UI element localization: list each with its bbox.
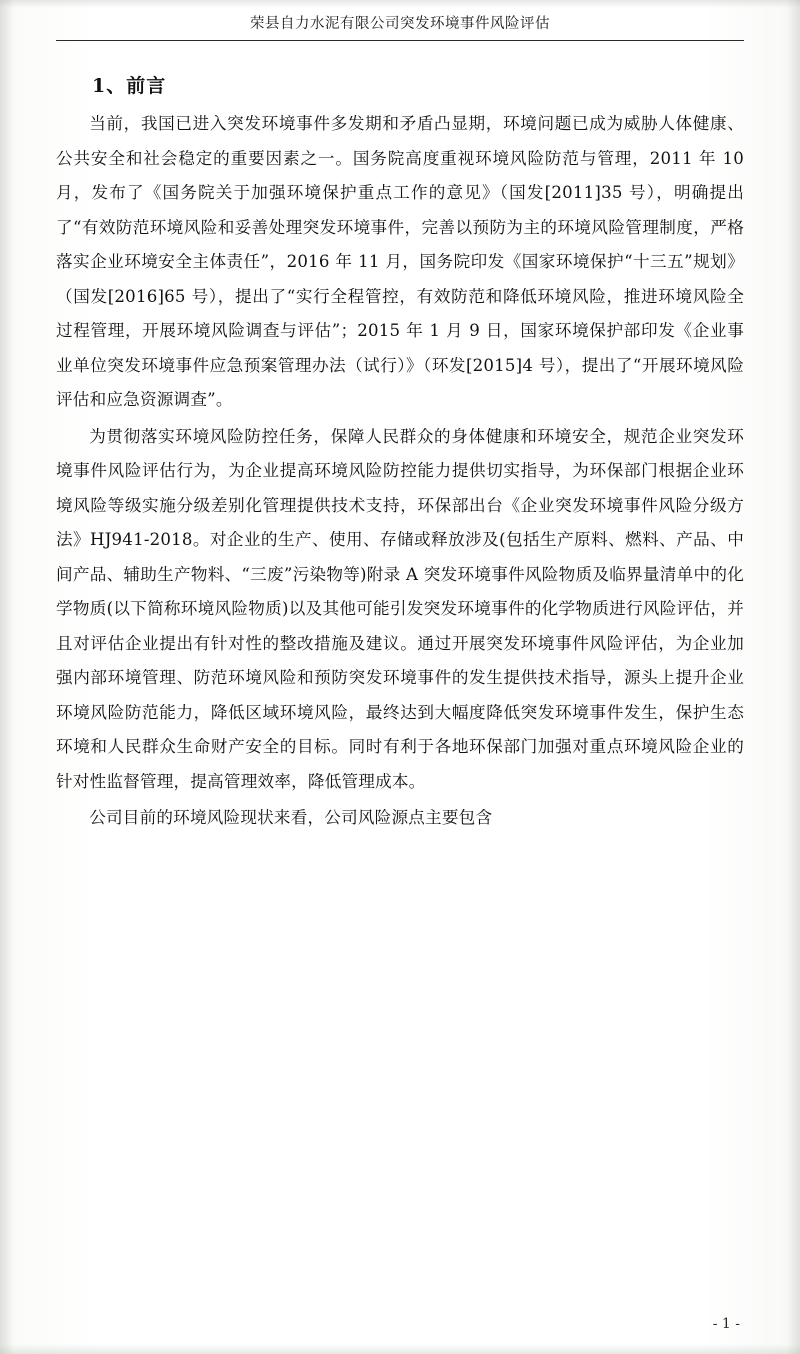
page-edge-shadow-bottom xyxy=(0,1344,800,1354)
paragraph-1: 当前，我国已进入突发环境事件多发期和矛盾凸显期，环境问题已成为威胁人体健康、公共安全和社会稳定的重要因素之一。国务院高度重视环境风险防范与管理，2011 年 10 月，发布了《国务院关于加强环境保护重点工作的意见》（国发[2011]35 号），明确提出了“有效防范环境风险和妥善处理突发环境事件，完善以预防为主的环境风险管理制度，严格落实企业环境安全主体责任”，2016 年 11 月，国务院印发《国家环境保护“十三五”规划》（国发[2016]65 号），提出了“实行全程管控，有效防范和降低环境风险，推进环境风险全过程管理，开展环境风险调查与评估”；2015 年 1 月 9 日，国家环境保护部印发《企业事业单位突发环境事件应急预案管理办法（试行）》（环发[2015]4 号），提出了“开展环境风险评估和应急资源调查”。 xyxy=(56,114,744,410)
page-title: 1、前言 xyxy=(92,75,167,97)
paragraph-2: 为贯彻落实环境风险防控任务，保障人民群众的身体健康和环境安全，规范企业突发环境事件风险评估行为，为企业提高环境风险防控能力提供切实指导，为环保部门根据企业环境风险等级实施分级差别化管理提供技术支持，环保部出台《企业突发环境事件风险分级方法》HJ941-2018。对企业的生产、使用、存储或释放涉及(包括生产原料、燃料、产品、中间产品、辅助生产物料、“三废”污染物等)附录 A 突发环境事件风险物质及临界量清单中的化学物质(以下简称环境风险物质)以及其他可能引发突发环境事件的化学物质进行风险评估，并且对评估企业提出有针对性的整改措施及建议。通过开展突发环境事件风险评估，为企业加强内部环境管理、防范环境风险和预防突发环境事件的发生提供技术指导，源头上提升企业环境风险防范能力，降低区域环境风险，最终达到大幅度降低突发环境事件发生，保护生态环境和人民群众生命财产安全的目标。同时有利于各地环保部门加强对重点环境风险企业的针对性监督管理，提高管理效率，降低管理成本。 xyxy=(56,426,744,791)
page-edge-shadow-right xyxy=(786,0,800,1354)
page-number: - 1 - xyxy=(712,1316,740,1332)
paragraph-3: 公司目前的环境风险现状来看，公司风险源点主要包含 xyxy=(89,808,493,828)
header-divider xyxy=(56,40,744,41)
page-edge-shadow-left xyxy=(0,0,14,1354)
running-header: 荣县自力水泥有限公司突发环境事件风险评估 xyxy=(250,16,550,32)
page-content xyxy=(56,71,744,836)
